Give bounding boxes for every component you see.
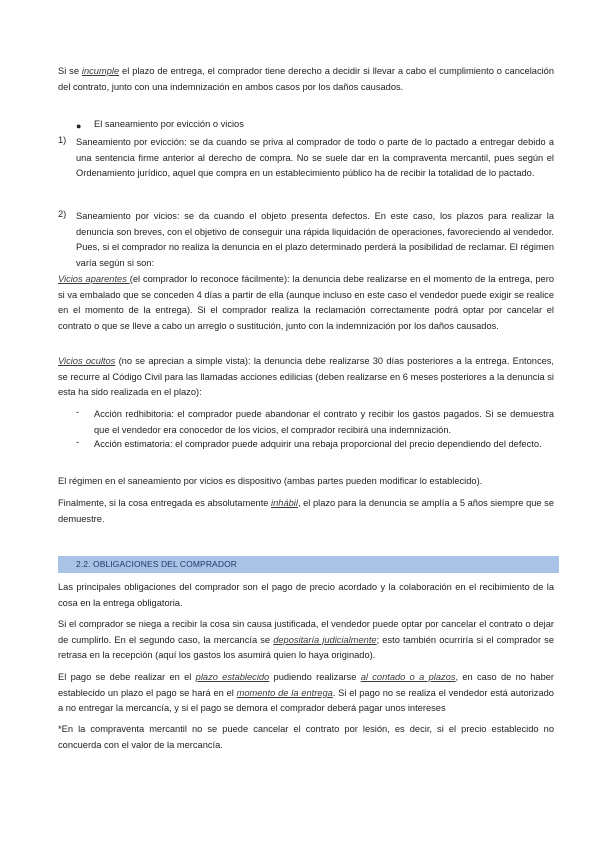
pago-underlined-momento: momento de la entrega — [236, 687, 333, 698]
item-1-text: Saneamiento por evicción: se da cuando se priva al comprador de todo o parte de lo pactado a entregar debido a una sentencia firme anterior al derecho de compra. No se suele dar en la compraventa mercantil, pues según el Ordenamiento jurídico, aquel que compra en un establecimiento público ha de recibir la totalidad de lo pactado. — [76, 137, 554, 178]
item-2-number: 2) — [58, 209, 67, 219]
pago-text-4: . Si el pago no se realiza el vendedor está autorizado a no entregar la mercancía, y si el pago se demora el comprador deberá pagar unos intereses — [58, 687, 554, 713]
item-1-number: 1) — [58, 135, 67, 145]
dash-marker-1: - — [76, 407, 80, 417]
section-title: 2.2. OBLIGACIONES DEL COMPRADOR — [76, 559, 238, 569]
pago-paragraph — [58, 670, 554, 717]
intro-underlined-incumple: incumple — [81, 66, 120, 76]
vicios-aparentes-paragraph — [58, 272, 554, 334]
pago-text-1: El pago se debe realizar en el — [58, 672, 196, 682]
niega-text-1: Si el comprador se niega a recibir la cosa sin causa justificada, el vendedor puede optar por cancelar el contrato o dejar de cumplirlo. En el segundo caso, la mercancía se — [58, 619, 554, 645]
vicios-aparentes-text: (el comprador lo reconoce fácilmente): la denuncia debe realizarse en el momento de la entrega, pero si va embalado que se conceden 4 días a partir de ella (aunque incluso en este caso el vendedor puede exigir se realice en el momento de la entrega). Si el comprador realiza la reclamación correctamente podrá optar por cancelar el contrato o que se lleve a cabo un arreglo o sustitución, junto con la indemnización por los daños causados. — [58, 274, 554, 331]
obligaciones-paragraph: Las principales obligaciones del comprador son el pago de precio acordado y la colaboración en el recibimiento de la cosa en la entrega obligatoria. — [58, 582, 554, 608]
intro-text-2: el plazo de entrega, el comprador tiene derecho a decidir si llevar a cabo el cumplimiento o cancelación del contrato, junto con una indemnización en ambos casos por los daños causados. — [58, 66, 554, 92]
pago-underlined-plazo: plazo establecido — [195, 672, 270, 682]
regimen-paragraph: El régimen en el saneamiento por vicios es dispositivo (ambas partes pueden modificar lo establecido). — [58, 476, 483, 486]
vicios-ocultos-text: (no se aprecian a simple vista): la denuncia debe realizarse 30 días posteriores a la entrega. Entonces, se recurre al Código Civil para las llamadas acciones edilicias (deben realizarse en 6 meses posteriores a la denuncia si esta ha sido realizada en el plazo): — [58, 356, 555, 397]
bullet-heading: El saneamiento por evicción o vicios — [94, 119, 244, 129]
pago-underlined-contado: al contado o a plazos — [360, 672, 456, 682]
dash-marker-2: - — [76, 437, 80, 447]
niega-paragraph — [58, 617, 554, 664]
niega-underlined-deposito: depositaría judicialmente — [273, 634, 377, 645]
vicios-aparentes-label: Vicios aparentes — [58, 274, 130, 284]
finalmente-text-2: , el plazo para la denuncia se amplía a 5 años siempre que se demuestre. — [58, 498, 554, 524]
item-2-text: Saneamiento por vicios: se da cuando el objeto presenta defectos. En este caso, los plazos para realizar la denuncia son breves, con el objetivo de conseguir una rápida liquidación de operaciones, favoreciendo al vendedor. Pues, si el comprador no realiza la denuncia en el plazo determinado perderá la posibilidad de reclamar. El régimen varía según si son: — [76, 211, 554, 268]
pago-text-2: pudiendo realizarse — [269, 672, 361, 682]
intro-paragraph — [58, 64, 554, 95]
accion-estimatoria: Acción estimatoria: el comprador puede adquirir una rebaja proporcional del precio dependiendo del defecto. — [94, 439, 542, 449]
intro-text-1: Si se — [58, 66, 82, 76]
finalmente-text-1: Finalmente, si la cosa entregada es absolutamente — [58, 498, 272, 508]
pago-text-3: , en caso de no haber establecido un plazo el pago se hará en el — [58, 672, 555, 698]
niega-text-2: ; esto también ocurriría si el comprador se retrasa en la recepción (aquí los gastos los asumirá quien lo haya originado). — [58, 634, 554, 660]
finalmente-paragraph — [58, 496, 554, 527]
bullet-icon: ● — [76, 121, 82, 131]
vicios-ocultos-label: Vicios ocultos — [58, 356, 116, 366]
finalmente-underlined-inhabil: inhábil — [271, 498, 298, 508]
nota-paragraph: *En la compraventa mercantil no se puede cancelar el contrato por lesión, es decir, si el precio establecido no concuerda con el valor de la mercancía. — [58, 724, 554, 750]
vicios-ocultos-paragraph — [58, 354, 554, 401]
accion-redhibitoria: Acción redhibitoria: el comprador puede abandonar el contrato y recibir los gastos pagados. Si se demuestra que el vendedor era conocedor de los vicios, el comprador recibirá una indemnización. — [94, 409, 554, 435]
